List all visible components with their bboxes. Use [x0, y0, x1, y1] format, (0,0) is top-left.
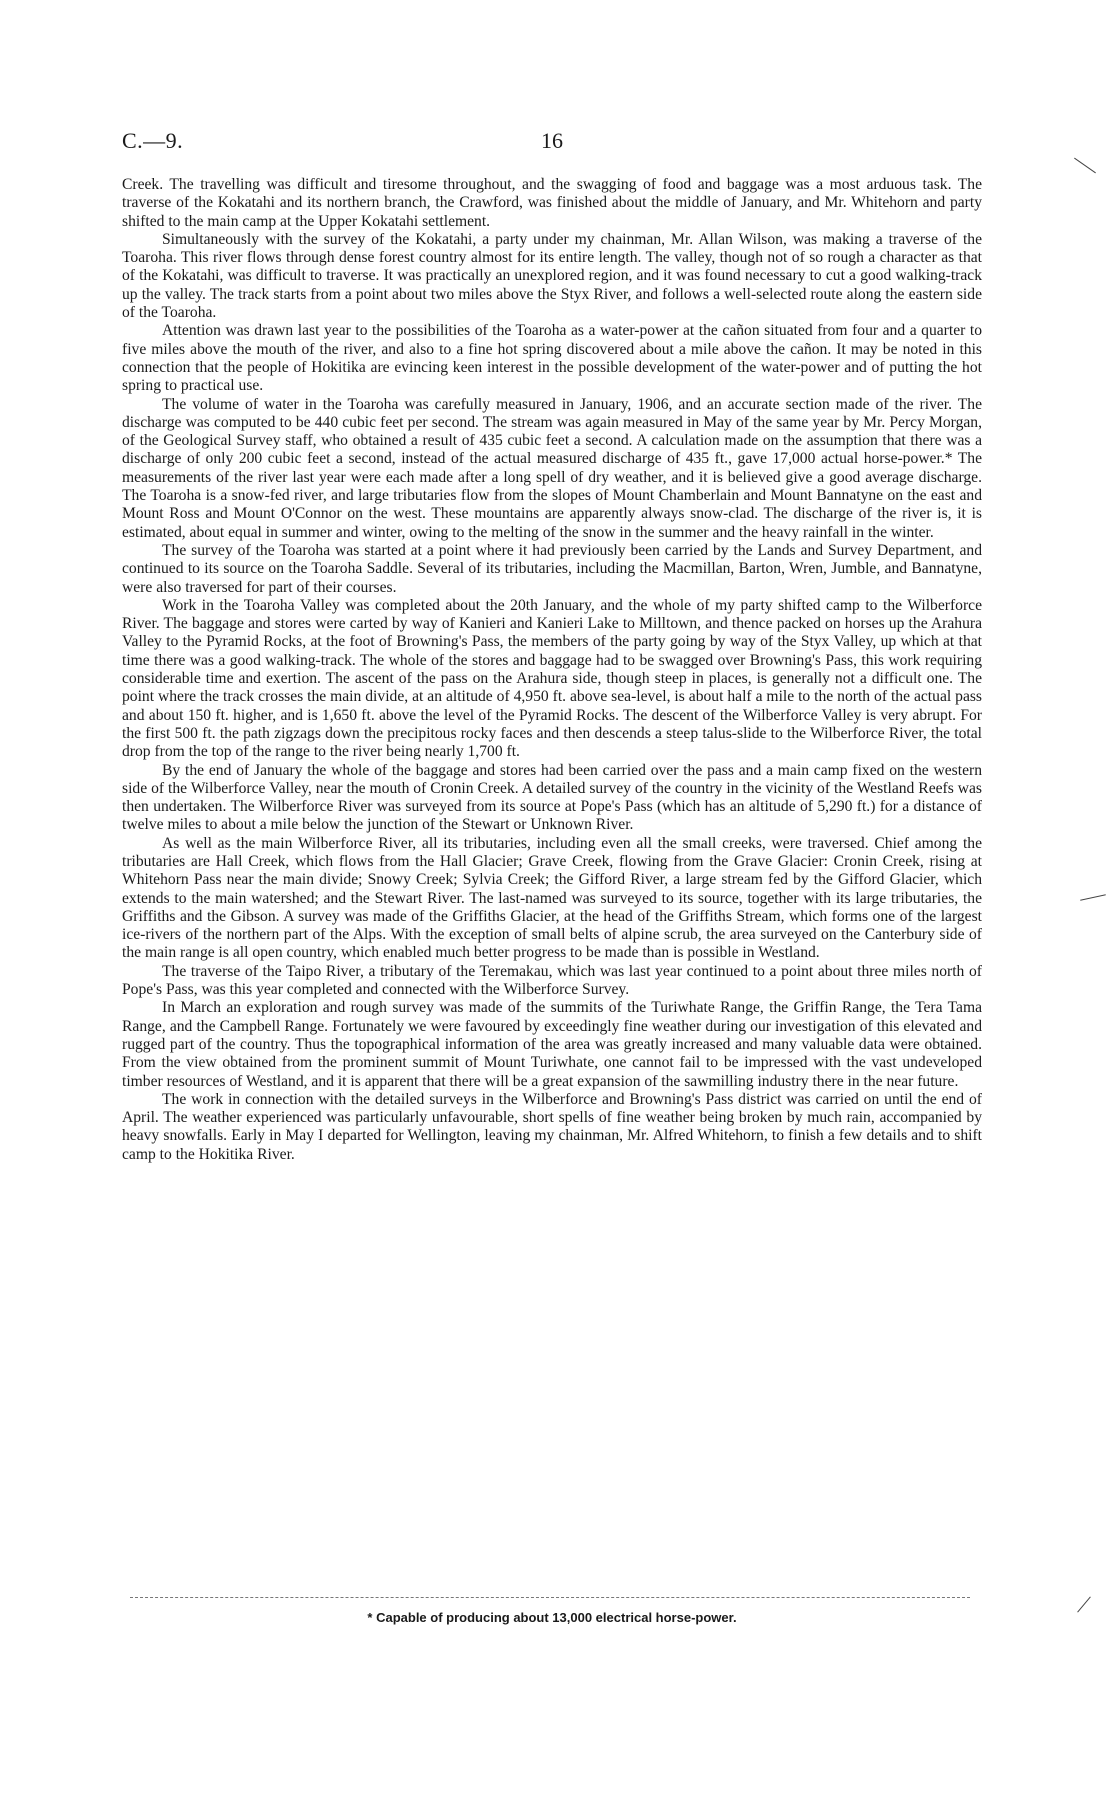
paragraph: As well as the main Wilberforce River, all its tributaries, including even all the small creeks, were traversed. Chief among the tributaries are Hall Creek, which flows from the Hall Glacier; Grave Creek, flowing from the Grave Glacier: Cronin Creek, rising at Whitehorn Pass near the main divide; Snowy Creek; Sylvia Creek; the Gifford River, a large stream fed by the Gifford Glacier, which extends to the main watershed; and the Stewart River. The last-named was surveyed to its source, together with its large tributaries, the Griffiths and the Gibson. A survey was made of the Griffiths Glacier, at the head of the Griffiths Stream, which forms one of the largest ice-rivers of the northern part of the Alps. With the exception of small belts of alpine scrub, the area surveyed on the Canterbury side of the main range is all open country, which enabled much better progress to be made than is possible in Westland. [122, 834, 982, 962]
footnote: * Capable of producing about 13,000 electrical horse-power. [367, 1610, 737, 1625]
paragraph: The survey of the Toaroha was started at a point where it had previously been carried by the Lands and Survey Department, and continued to its source on the Toaroha Saddle. Several of its tributaries, including the Macmillan, Barton, Wren, Jumble, and Bannatyne, were also traversed for part of their courses. [122, 541, 982, 596]
paragraph: Attention was drawn last year to the possibilities of the Toaroha as a water-power at the cañon situated from four and a quarter to five miles above the mouth of the river, and also to a fine hot spring discovered about a mile above the cañon. It may be noted in this connection that the people of Hokitika are evincing keen interest in the possible development of the water-power and of putting the hot spring to practical use. [122, 322, 982, 395]
paragraph: Work in the Toaroha Valley was completed about the 20th January, and the whole of my party shifted camp to the Wilberforce River. The baggage and stores were carted by way of Kanieri and Kanieri Lake to Milltown, and thence packed on horses up the Arahura Valley to the Pyramid Rocks, at the foot of Browning's Pass, the members of the party going by way of the Styx Valley, up which at that time there was a good walking-track. The whole of the stores and baggage had to be swagged over Browning's Pass, this work requiring considerable time and exertion. The ascent of the pass on the Arahura side, though steep in places, is generally not a difficult one. The point where the track crosses the main divide, at an altitude of 4,950 ft. above sea-level, is about half a mile to the north of the actual pass and about 150 ft. higher, and is 1,650 ft. above the level of the Pyramid Rocks. The descent of the Wilberforce Valley is very abrupt. For the first 500 ft. the path zigzags down the precipitous rocky faces and then descends a steep talus-slide to the Wilberforce River, the total drop from the top of the range to the river being nearly 1,700 ft. [122, 596, 982, 761]
paragraph: By the end of January the whole of the baggage and stores had been carried over the pass and a main camp fixed on the western side of the Wilberforce Valley, near the mouth of Cronin Creek. A detailed survey of the country in the vicinity of the Westland Reefs was then undertaken. The Wilberforce River was surveyed from its source at Pope's Pass (which has an altitude of 5,290 ft.) for a distance of twelve miles to about a mile below the junction of the Stewart or Unknown River. [122, 761, 982, 834]
paragraph: Simultaneously with the survey of the Kokatahi, a party under my chainman, Mr. Allan Wilson, was making a traverse of the Toaroha. This river flows through dense forest country almost for its entire length. The valley, though not of so rough a character as that of the Kokatahi, was difficult to traverse. It was practically an unexplored region, and it was found necessary to cut a good walking-track up the valley. The track starts from a point about two miles above the Styx River, and follows a well-selected route along the eastern side of the Toaroha. [122, 230, 982, 322]
paragraph: Creek. The travelling was difficult and tiresome throughout, and the swagging of food and baggage was a most arduous task. The traverse of the Kokatahi and its northern branch, the Crawford, was finished about the middle of January, and Mr. Whitehorn and party shifted to the main camp at the Upper Kokatahi settlement. [122, 176, 982, 230]
margin-mark [1080, 894, 1106, 900]
paragraph: The traverse of the Taipo River, a tributary of the Teremakau, which was last year continued to a point about three miles north of Pope's Pass, was this year completed and connected with the Wilberforce Survey. [122, 962, 982, 999]
document-code: C.—9. [122, 128, 184, 153]
body-text [122, 176, 982, 1164]
paragraph: In March an exploration and rough survey was made of the summits of the Turiwhate Range, the Griffin Range, the Tera Tama Range, and the Campbell Range. Fortunately we were favoured by exceedingly fine weather during our investigation of this elevated and rugged part of the country. Thus the topographical information of the area was greatly increased and many valuable data were obtained. From the view obtained from the prominent summit of Mount Turiwhate, one cannot fail to be impressed with the vast undeveloped timber resources of Westland, and it is apparent that there will be a great expansion of the sawmilling industry there in the near future. [122, 999, 982, 1090]
paragraph: The work in connection with the detailed surveys in the Wilberforce and Browning's Pass district was carried on until the end of April. The weather experienced was particularly unfavourable, short spells of fine weather being broken by much rain, accompanied by heavy snowfalls. Early in May I departed for Wellington, leaving my chainman, Mr. Alfred Whitehorn, to finish a few details and to shift camp to the Hokitika River. [122, 1090, 982, 1163]
page-number: 16 [541, 128, 563, 153]
margin-mark [1074, 158, 1096, 174]
page-header [122, 128, 982, 158]
footnote-divider [130, 1597, 970, 1598]
paragraph: The volume of water in the Toaroha was carefully measured in January, 1906, and an accurate section made of the river. The discharge was computed to be 440 cubic feet per second. The stream was again measured in May of the same year by Mr. Percy Morgan, of the Geological Survey staff, who obtained a result of 435 cubic feet a second. A calculation made on the assumption that there was a discharge of only 200 cubic feet a second, instead of the actual measured discharge of 435 ft., gave 17,000 actual horse-power.* The measurements of the river last year were each made after a long spell of dry weather, and it is believed give a good average discharge. The Toaroha is a snow-fed river, and large tributaries flow from the slopes of Mount Chamberlain and Mount Bannatyne on the east and Mount Ross and Mount O'Connor on the west. These mountains are apparently always snow-clad. The discharge of the river is, it is estimated, about equal in summer and winter, owing to the melting of the snow in the summer and the heavy rainfall in the winter. [122, 395, 982, 541]
margin-mark [1077, 1597, 1091, 1613]
